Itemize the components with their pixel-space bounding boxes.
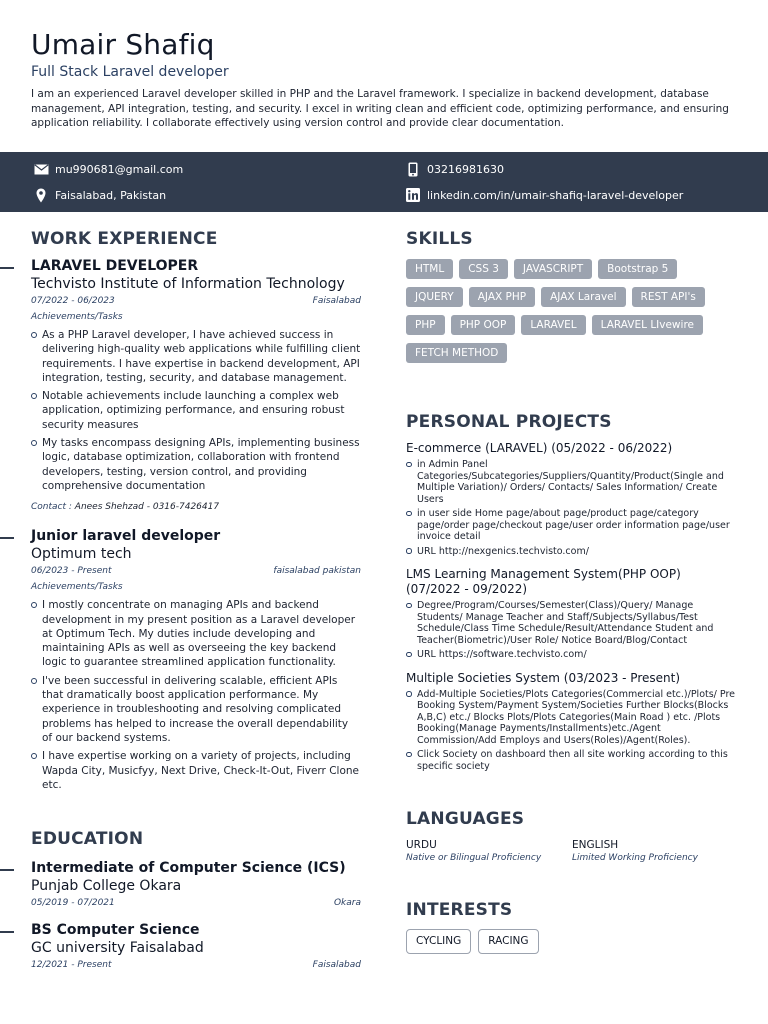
location-pin-icon — [31, 188, 51, 203]
bullet-icon — [406, 603, 412, 609]
interests-heading: INTERESTS — [406, 900, 513, 920]
work-experience-heading: WORK EXPERIENCE — [31, 229, 218, 249]
section-marker — [0, 267, 14, 269]
job-meta — [31, 565, 361, 578]
degree-title: Intermediate of Computer Science (ICS) — [31, 860, 346, 877]
contact-linkedin[interactable] — [403, 187, 683, 203]
bullet-icon — [406, 462, 412, 468]
list-item — [406, 689, 738, 747]
language-level: Native or Bilingual Proficiency — [406, 853, 542, 863]
list-item — [31, 328, 361, 385]
bullet-text: My tasks encompass designing APIs, implementing business logic, database optimization, collaboration with frontend developers, testing, version control, and providing comprehensive documentation — [42, 437, 360, 492]
skill-tag: HTML — [406, 259, 453, 279]
degree-title: BS Computer Science — [31, 922, 200, 939]
education-location: Faisalabad — [312, 960, 361, 971]
list-item — [406, 749, 738, 772]
project-entry — [406, 567, 738, 661]
bullet-text: Add-Multiple Societies/Plots Categories(Commercial etc.)/Plots/ Pre Booking System/Payment System/Societies Further Blocks(Blocks A,B,C) etc./ Blocks Plots/Plots Categories(Main Road ) etc. /Plots Booking(Manage Payments/Installments)etc./Agent Commission/Add Employs and Users(Roles)/Agent(Roles). — [417, 688, 736, 746]
list-item — [31, 749, 361, 792]
project-bullets — [406, 459, 738, 557]
candidate-subtitle: Full Stack Laravel developer — [31, 64, 229, 80]
bullet-text: Notable achievements include launching a complex web application, optimizing performance, and ensuring robust security measures — [42, 390, 345, 431]
location-text: Faisalabad, Pakistan — [55, 188, 167, 202]
project-bullets — [406, 689, 738, 773]
list-item — [406, 508, 738, 543]
education-meta — [31, 897, 361, 910]
list-item — [31, 598, 361, 669]
bullet-icon — [406, 652, 412, 658]
job-bullets — [31, 328, 361, 493]
bullet-icon — [406, 752, 412, 758]
phone-text: 03216981630 — [427, 162, 504, 176]
project-bullets — [406, 600, 738, 661]
email-text: mu990681@gmail.com — [55, 162, 184, 176]
language-name: URDU — [406, 839, 437, 851]
bullet-icon — [31, 602, 37, 608]
job-company: Optimum tech — [31, 546, 132, 563]
project-entry — [406, 671, 738, 773]
contact-location — [31, 187, 166, 203]
project-title: E-commerce (LARAVEL) (05/2022 - 06/2022) — [406, 441, 673, 455]
education-dates: 05/2019 - 07/2021 — [31, 898, 115, 909]
achievements-label: Achievements/Tasks — [31, 582, 123, 593]
skill-tag: AJAX Laravel — [541, 287, 625, 307]
skill-tag: AJAX PHP — [469, 287, 535, 307]
list-item — [31, 436, 361, 493]
languages-heading: LANGUAGES — [406, 809, 525, 829]
bullet-text: As a PHP Laravel developer, I have achieved success in delivering high-quality web applications while fulfilling client requirements. I have expertise in backend development, API integration, testing, security, and database management. — [42, 329, 361, 384]
bullet-text: in Admin Panel Categories/Subcategories/Suppliers/Quantity/Product(Single and Multiple Variation)/ Orders/ Contacts/ Sales Information/ Create Users — [417, 459, 724, 505]
bullet-icon — [31, 440, 37, 446]
bullet-icon — [31, 393, 37, 399]
skill-tag: PHP — [406, 315, 445, 335]
job-title: LARAVEL DEVELOPER — [31, 258, 199, 274]
skill-tag: LARAVEL LIvewire — [592, 315, 703, 335]
bullet-text: Click Society on dashboard then all site working according to this specific society — [417, 749, 728, 772]
section-marker — [0, 869, 14, 871]
right-column — [406, 228, 738, 954]
language-name: ENGLISH — [572, 839, 619, 851]
skill-tag: PHP OOP — [451, 315, 516, 335]
job-location: Faisalabad — [312, 296, 361, 306]
job-location: faisalabad pakistan — [273, 566, 361, 577]
bullet-text: I have expertise working on a variety of projects, including Wapda City, Musicfyy, Next Drive, Check-It-Out, Fiverr Clone etc. — [42, 750, 359, 791]
list-item — [31, 389, 361, 432]
achievements-label: Achievements/Tasks — [31, 312, 123, 322]
project-entry — [406, 441, 738, 557]
summary-text: I am an experienced Laravel developer skilled in PHP and the Laravel framework. I specialize in backend development, database management, API integration, testing, and security. I excel in writing clean and efficient code, optimizing performance, and ensuring application reliability. I collaborate effectively using version control and provide clear documentation. — [31, 88, 729, 129]
section-marker — [0, 537, 14, 539]
interest-tag: RACING — [478, 929, 538, 954]
envelope-icon — [31, 164, 51, 175]
skill-tag: Bootstrap 5 — [598, 259, 677, 279]
bullet-icon — [406, 548, 412, 554]
contact-ref-label: Contact : — [31, 502, 75, 513]
interest-tag: CYCLING — [406, 929, 471, 954]
bullet-icon — [406, 691, 412, 697]
job-company: Techvisto Institute of Information Technology — [31, 276, 345, 292]
job-entry — [31, 528, 361, 792]
job-dates: 07/2022 - 06/2023 — [31, 296, 115, 306]
education-entry — [31, 922, 361, 972]
language-item — [572, 838, 738, 865]
bullet-icon — [406, 511, 412, 517]
job-meta — [31, 295, 361, 308]
education-dates: 12/2021 - Present — [31, 960, 112, 971]
candidate-name: Umair Shafiq — [31, 28, 215, 61]
bullet-text: I mostly concentrate on managing APIs and backend development in my present position as a Laravel developer at Optimum Tech. My duties include developing and maintaining APIs as well as overseeing the key backend logic to guarantee streamlined application functionality. — [42, 599, 356, 669]
bullet-text: Degree/Program/Courses/Semester(Class)/Query/ Manage Students/ Manage Teacher and Staff/Subjects/Syllabus/Test Schedule/Class Time Schedule/Result/Attendance Student and Teacher(Biometric)/User Role/ Notice Board/Blog/Contact — [417, 600, 714, 646]
job-title: Junior laravel developer — [31, 528, 221, 545]
skill-tag: FETCH METHOD — [406, 343, 507, 363]
skill-tag: LARAVEL — [521, 315, 585, 335]
job-contact-reference — [31, 501, 361, 514]
skills-list — [406, 259, 736, 371]
bullet-text: I've been successful in delivering scalable, efficient APIs that dramatically boost application performance. My experience in troubleshooting and resolving complicated problems has helped to increase the overall dependability of our backend systems. — [42, 674, 349, 744]
resume-header — [31, 28, 741, 131]
contact-phone[interactable] — [403, 161, 504, 177]
language-item — [406, 838, 572, 865]
skill-tag: JQUERY — [406, 287, 463, 307]
project-title: LMS Learning Management System(PHP OOP) (07/2022 - 09/2022) — [406, 567, 681, 596]
section-marker — [0, 931, 14, 933]
interests-list — [406, 929, 738, 954]
skill-tag: REST API's — [632, 287, 705, 307]
left-column — [31, 228, 361, 972]
projects-heading: PERSONAL PROJECTS — [406, 412, 612, 432]
project-title: Multiple Societies System (03/2023 - Present) — [406, 670, 681, 685]
bullet-icon — [31, 678, 37, 684]
linkedin-icon — [403, 188, 423, 202]
education-meta — [31, 959, 361, 972]
contact-ref-value: Anees Shehzad - 0316-7426417 — [74, 502, 220, 513]
bullet-icon — [31, 332, 37, 338]
list-item — [31, 674, 361, 745]
school-name: GC university Faisalabad — [31, 940, 204, 957]
school-name: Punjab College Okara — [31, 878, 182, 895]
list-item — [406, 600, 738, 646]
job-entry — [31, 258, 361, 514]
education-entry — [31, 860, 361, 910]
job-dates: 06/2023 - Present — [31, 566, 112, 577]
phone-icon — [403, 162, 423, 177]
contact-email[interactable] — [31, 161, 183, 177]
language-level: Limited Working Proficiency — [572, 853, 698, 863]
linkedin-text: linkedin.com/in/umair-shafiq-laravel-developer — [427, 188, 684, 202]
list-item — [406, 459, 738, 505]
list-item — [406, 546, 738, 558]
languages-list — [406, 838, 738, 865]
project-url[interactable]: URL http://nexgenics.techvisto.com/ — [417, 545, 589, 557]
bullet-text: in user side Home page/about page/product page/category page/order page/checkout page/user order information page/user invoice detail — [417, 508, 730, 542]
contact-bar — [0, 152, 768, 212]
education-heading: EDUCATION — [31, 829, 144, 850]
skills-heading: SKILLS — [406, 229, 473, 249]
bullet-icon — [31, 753, 37, 759]
list-item — [406, 649, 738, 661]
project-url[interactable]: URL https://software.techvisto.com/ — [417, 649, 587, 660]
education-location: Okara — [333, 898, 361, 909]
skill-tag: CSS 3 — [459, 259, 508, 279]
skill-tag: JAVASCRIPT — [514, 259, 592, 279]
job-bullets — [31, 598, 361, 792]
